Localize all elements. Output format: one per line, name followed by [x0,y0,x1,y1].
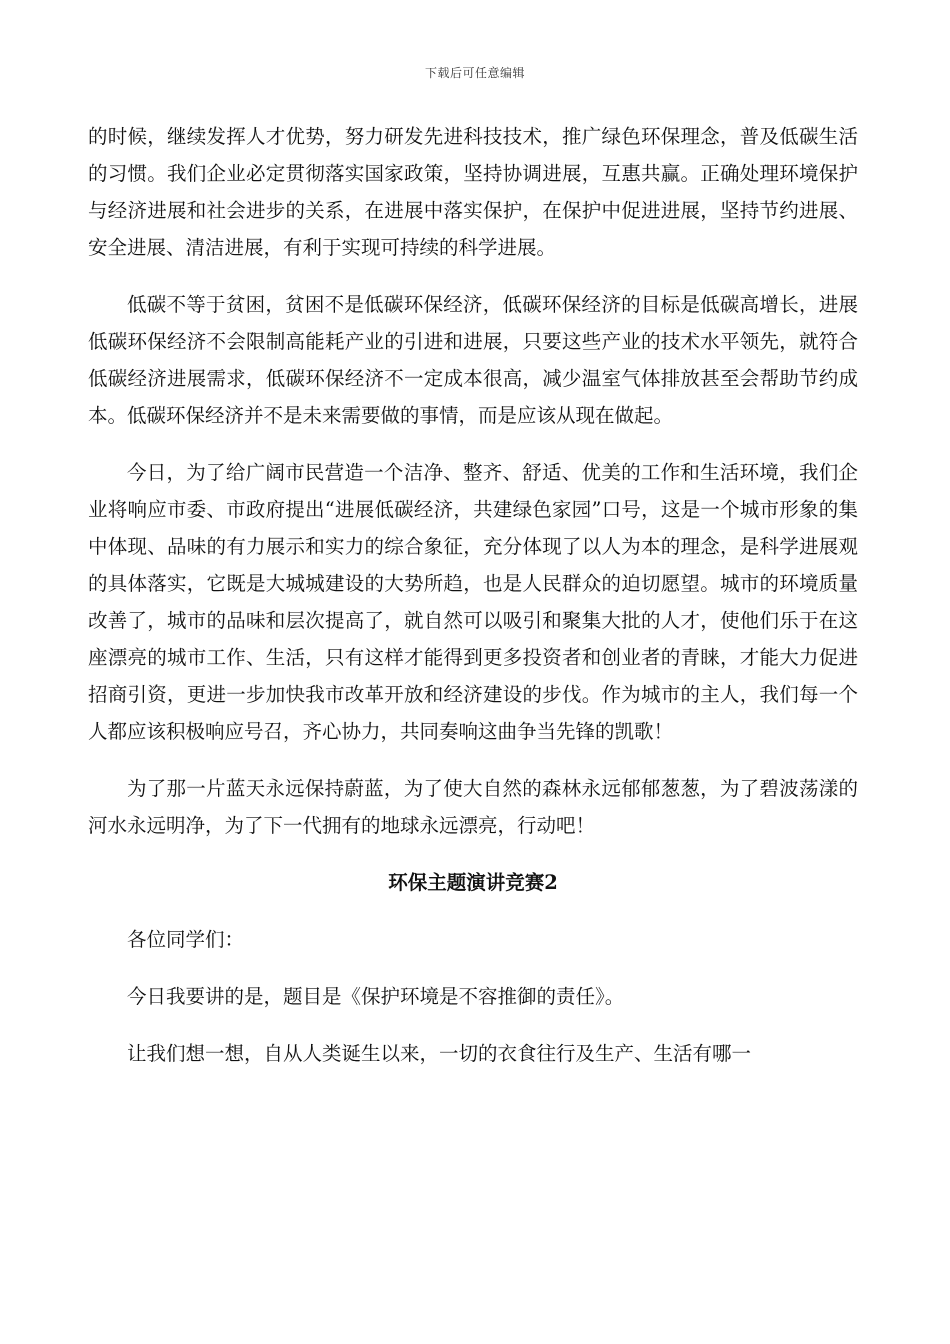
paragraph-continued: 的时候，继续发挥人才优势，努力研发先进科技技术，推广绿色环保理念，普及低碳生活的习惯。我们企业必定贯彻落实国家政策，坚持协调进展，互惠共赢。正确处理环境保护与经济进展和社会进步的关系，在进展中落实保护，在保护中促进进展，坚持节约进展、安全进展、清洁进展，有利于实现可持续的科学进展。 [88,125,858,259]
document-body [88,118,858,1092]
section-title: 环保主题演讲竞赛2 [388,871,558,894]
paragraph-salutation: 各位同学们： [127,928,245,951]
paragraph-reflection: 让我们想一想，自从人类诞生以来，一切的衣食往行及生产、生活有哪一 [127,1042,752,1065]
paragraph-city-environment: 今日，为了给广阔市民营造一个洁净、整齐、舒适、优美的工作和生活环境，我们企业将响应市委、市政府提出“进展低碳经济，共建绿色家园”口号，这是一个城市形象的集中体现、品味的有力展示和实力的综合象征，充分体现了以人为本的理念，是科学进展观的具体落实，它既是大城城建设的大势所趋，也是人民群众的迫切愿望。城市的环境质量改善了，城市的品味和层次提高了，就自然可以吸引和聚集大批的人才，使他们乐于在这座漂亮的城市工作、生活，只有这样才能得到更多投资者和创业者的青睐，才能大力促进招商引资，更进一步加快我市改革开放和经济建设的步伐。作为城市的主人，我们每一个人都应该积极响应号召，齐心协力，共同奏响这曲争当先锋的凯歌！ [88,461,858,743]
page-header-note: 下载后可任意编辑 [424,66,525,80]
paragraph-call-to-action: 为了那一片蓝天永远保持蔚蓝，为了使大自然的森林永远郁郁葱葱，为了碧波荡漾的河水永远明净，为了下一代拥有的地球永远漂亮，行动吧！ [88,777,858,837]
paragraph-low-carbon: 低碳不等于贫困，贫困不是低碳环保经济，低碳环保经济的目标是低碳高增长，进展低碳环保经济不会限制高能耗产业的引进和进展，只要这些产业的技术水平领先，就符合低碳经济进展需求，低碳环保经济不一定成本很高，减少温室气体排放甚至会帮助节约成本。低碳环保经济并不是未来需要做的事情，而是应该从现在做起。 [88,293,858,427]
paragraph-topic: 今日我要讲的是，题目是《保护环境是不容推御的责任》。 [127,985,625,1008]
